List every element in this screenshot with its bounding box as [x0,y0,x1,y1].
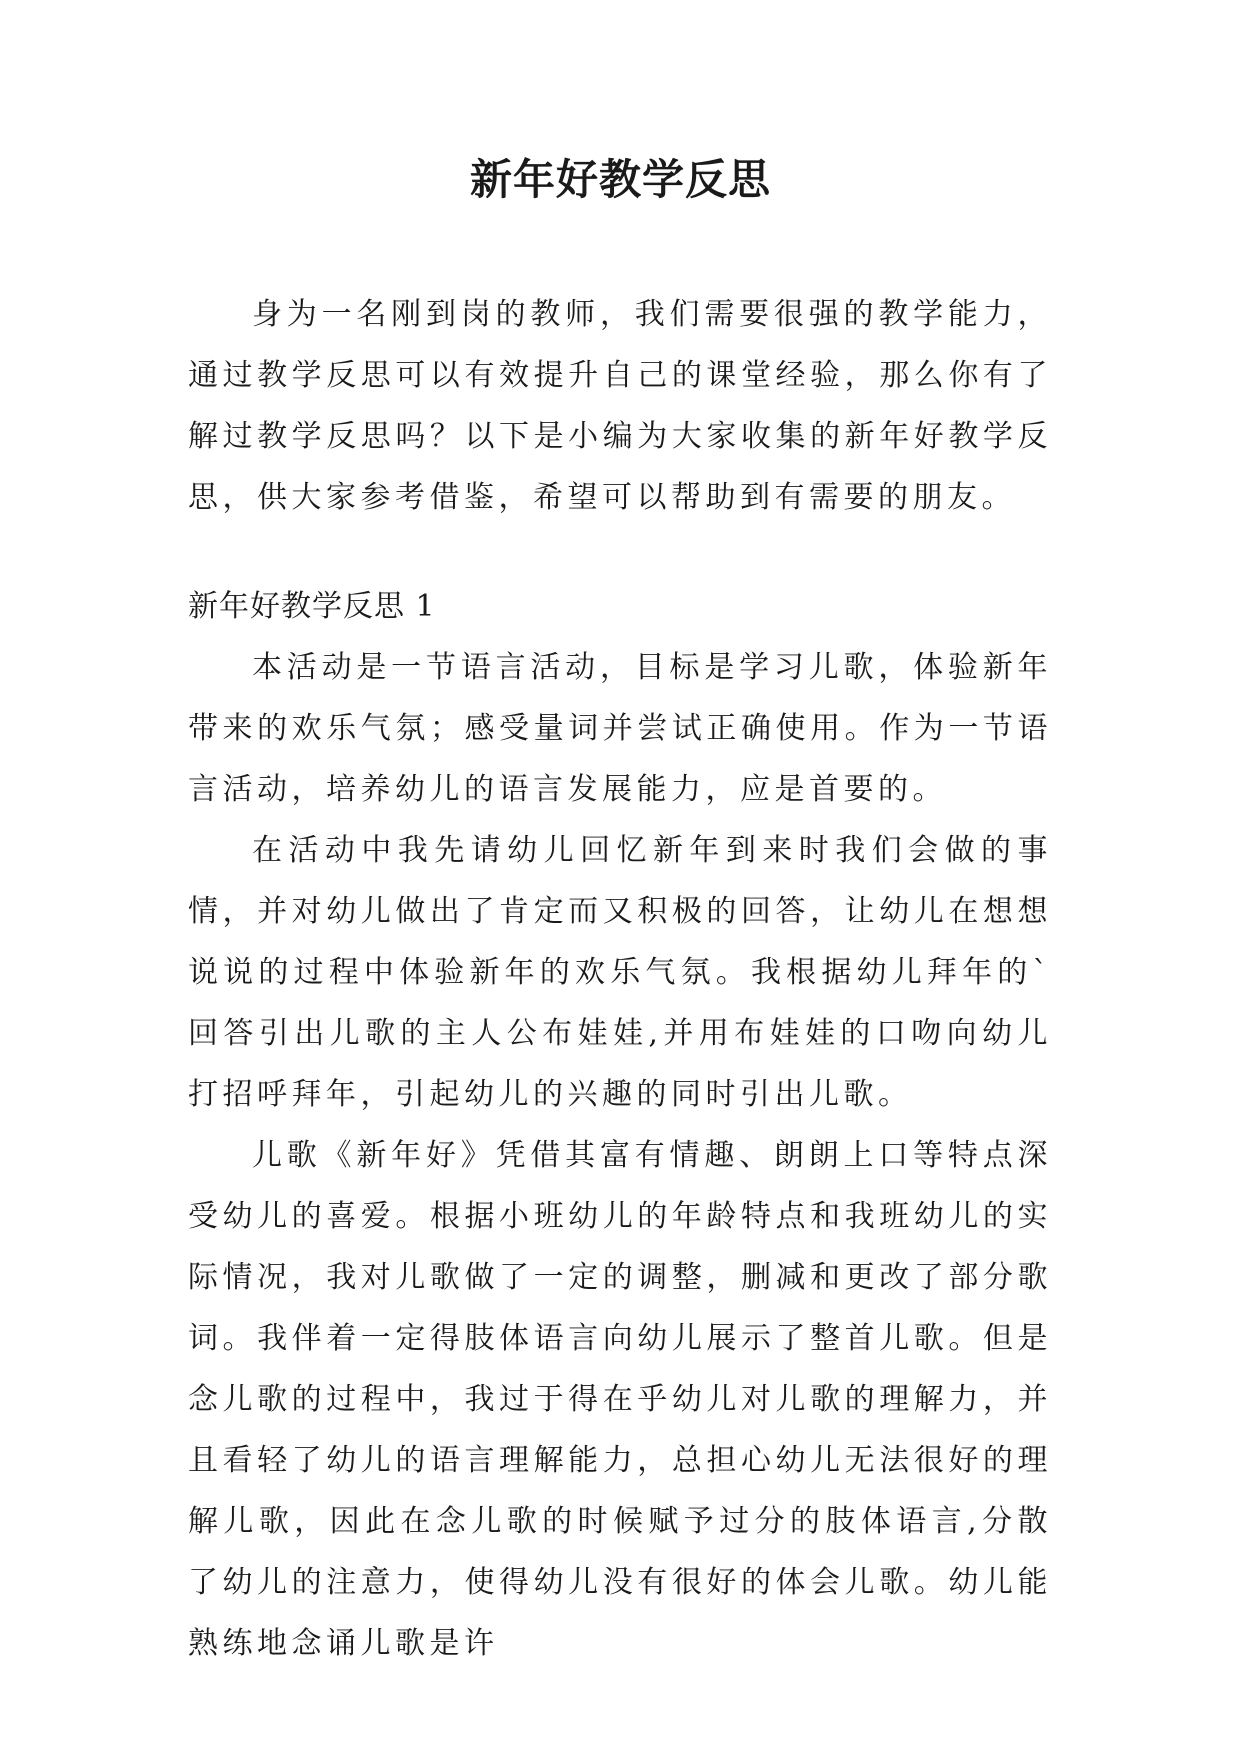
section-paragraph-1: 本活动是一节语言活动，目标是学习儿歌，体验新年带来的欢乐气氛；感受量词并尝试正确使用。作为一节语言活动，培养幼儿的语言发展能力，应是首要的。 [188,650,1052,807]
document-body [188,284,1052,1674]
section-heading: 新年好教学反思 1 [188,589,436,624]
section-1 [188,576,1052,1674]
section-paragraph-3: 儿歌《新年好》凭借其富有情趣、朗朗上口等特点深受幼儿的喜爱。根据小班幼儿的年龄特点和我班幼儿的实际情况，我对儿歌做了一定的调整，删减和更改了部分歌词。我伴着一定得肢体语言向幼儿展示了整首儿歌。但是念儿歌的过程中，我过于得在乎幼儿对儿歌的理解力，并且看轻了幼儿的语言理解能力，总担心幼儿无法很好的理解儿歌，因此在念儿歌的时候赋予过分的肢体语言,分散了幼儿的注意力，使得幼儿没有很好的体会儿歌。幼儿能熟练地念诵儿歌是许 [188,1138,1052,1661]
document-title: 新年好教学反思 [469,155,771,204]
section-paragraph-2: 在活动中我先请幼儿回忆新年到来时我们会做的事情，并对幼儿做出了肯定而又积极的回答，让幼儿在想想说说的过程中体验新年的欢乐气氛。我根据幼儿拜年的`回答引出儿歌的主人公布娃娃,并用布娃娃的口吻向幼儿打招呼拜年，引起幼儿的兴趣的同时引出儿歌。 [188,833,1052,1112]
intro-paragraph: 身为一名刚到岗的教师，我们需要很强的教学能力，通过教学反思可以有效提升自己的课堂经验，那么你有了解过教学反思吗？以下是小编为大家收集的新年好教学反思，供大家参考借鉴，希望可以帮助到有需要的朋友。 [188,297,1052,515]
